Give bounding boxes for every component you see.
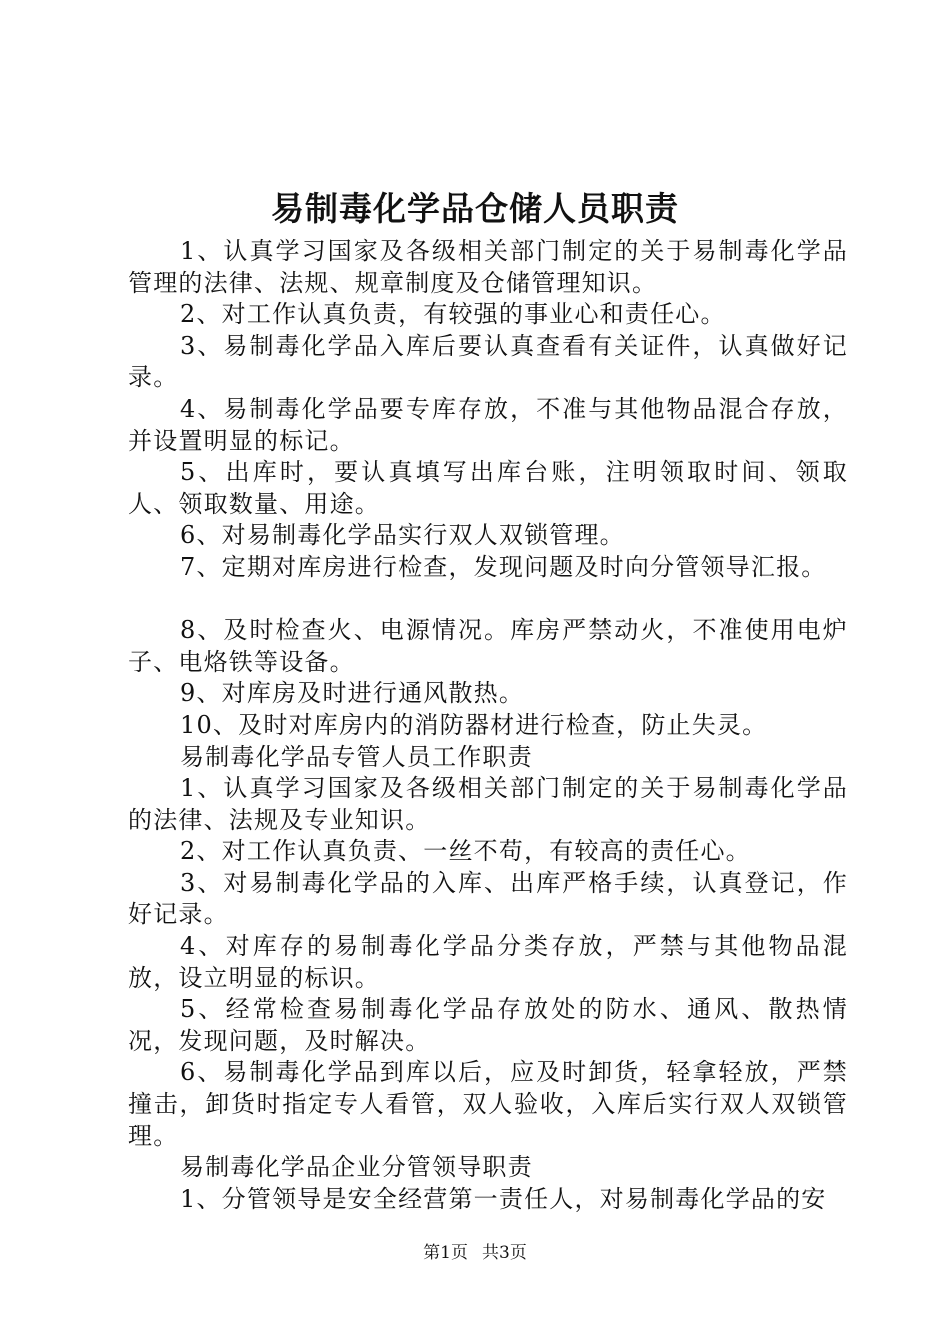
paragraph-3: 3、易制毒化学品入库后要认真查看有关证件，认真做好记录。 [128,331,848,392]
paragraph-11: 1、认真学习国家及各级相关部门制定的关于易制毒化学品的法律、法规及专业知识。 [128,774,848,834]
paragraph-6: 6、对易制毒化学品实行双人双锁管理。 [180,521,625,550]
paragraph-1: 1、认真学习国家及各级相关部门制定的关于易制毒化学品管理的法律、法规、规章制度及仓储管理知识。 [128,237,848,297]
section-heading-specialist: 易制毒化学品专管人员工作职责 [180,742,533,771]
paragraph-13: 3、对易制毒化学品的入库、出库严格手续，认真登记，作好记录。 [128,868,848,929]
paragraph-4: 4、易制毒化学品要专库存放，不准与其他物品混合存放，并设置明显的标记。 [128,394,848,455]
page-number: 第1页 [423,1243,468,1263]
paragraph-12: 2、对工作认真负责、一丝不苟，有较高的责任心。 [180,837,751,866]
document-title: 易制毒化学品仓储人员职责 [271,189,679,228]
paragraph-8: 8、及时检查火、电源情况。库房严禁动火，不准使用电炉子、电烙铁等设备。 [128,616,848,676]
paragraph-2: 2、对工作认真负责，有较强的事业心和责任心。 [180,300,726,329]
paragraph-9: 9、对库房及时进行通风散热。 [180,679,525,708]
paragraph-15: 5、经常检查易制毒化学品存放处的防水、通风、散热情况，发现问题，及时解决。 [128,995,848,1055]
section-heading-leader: 易制毒化学品企业分管领导职责 [180,1153,533,1182]
page-footer [0,1241,950,1265]
paragraph-16: 6、易制毒化学品到库以后，应及时卸货，轻拿轻放，严禁撞击，卸货时指定专人看管，双人验收，入库后实行双人双锁管理。 [128,1058,848,1150]
document-body [128,236,848,1215]
paragraph-17: 1、分管领导是安全经营第一责任人，对易制毒化学品的安 [180,1184,827,1213]
paragraph-10: 10、及时对库房内的消防器材进行检查，防止失灵。 [180,710,768,739]
paragraph-14: 4、对库存的易制毒化学品分类存放，严禁与其他物品混放，设立明显的标识。 [128,932,848,992]
blank-line [128,584,848,616]
paragraph-7: 7、定期对库房进行检查，发现问题及时向分管领导汇报。 [180,552,827,581]
paragraph-5: 5、出库时，要认真填写出库台账，注明领取时间、领取人、领取数量、用途。 [128,458,848,518]
page-total: 共3页 [482,1243,527,1263]
